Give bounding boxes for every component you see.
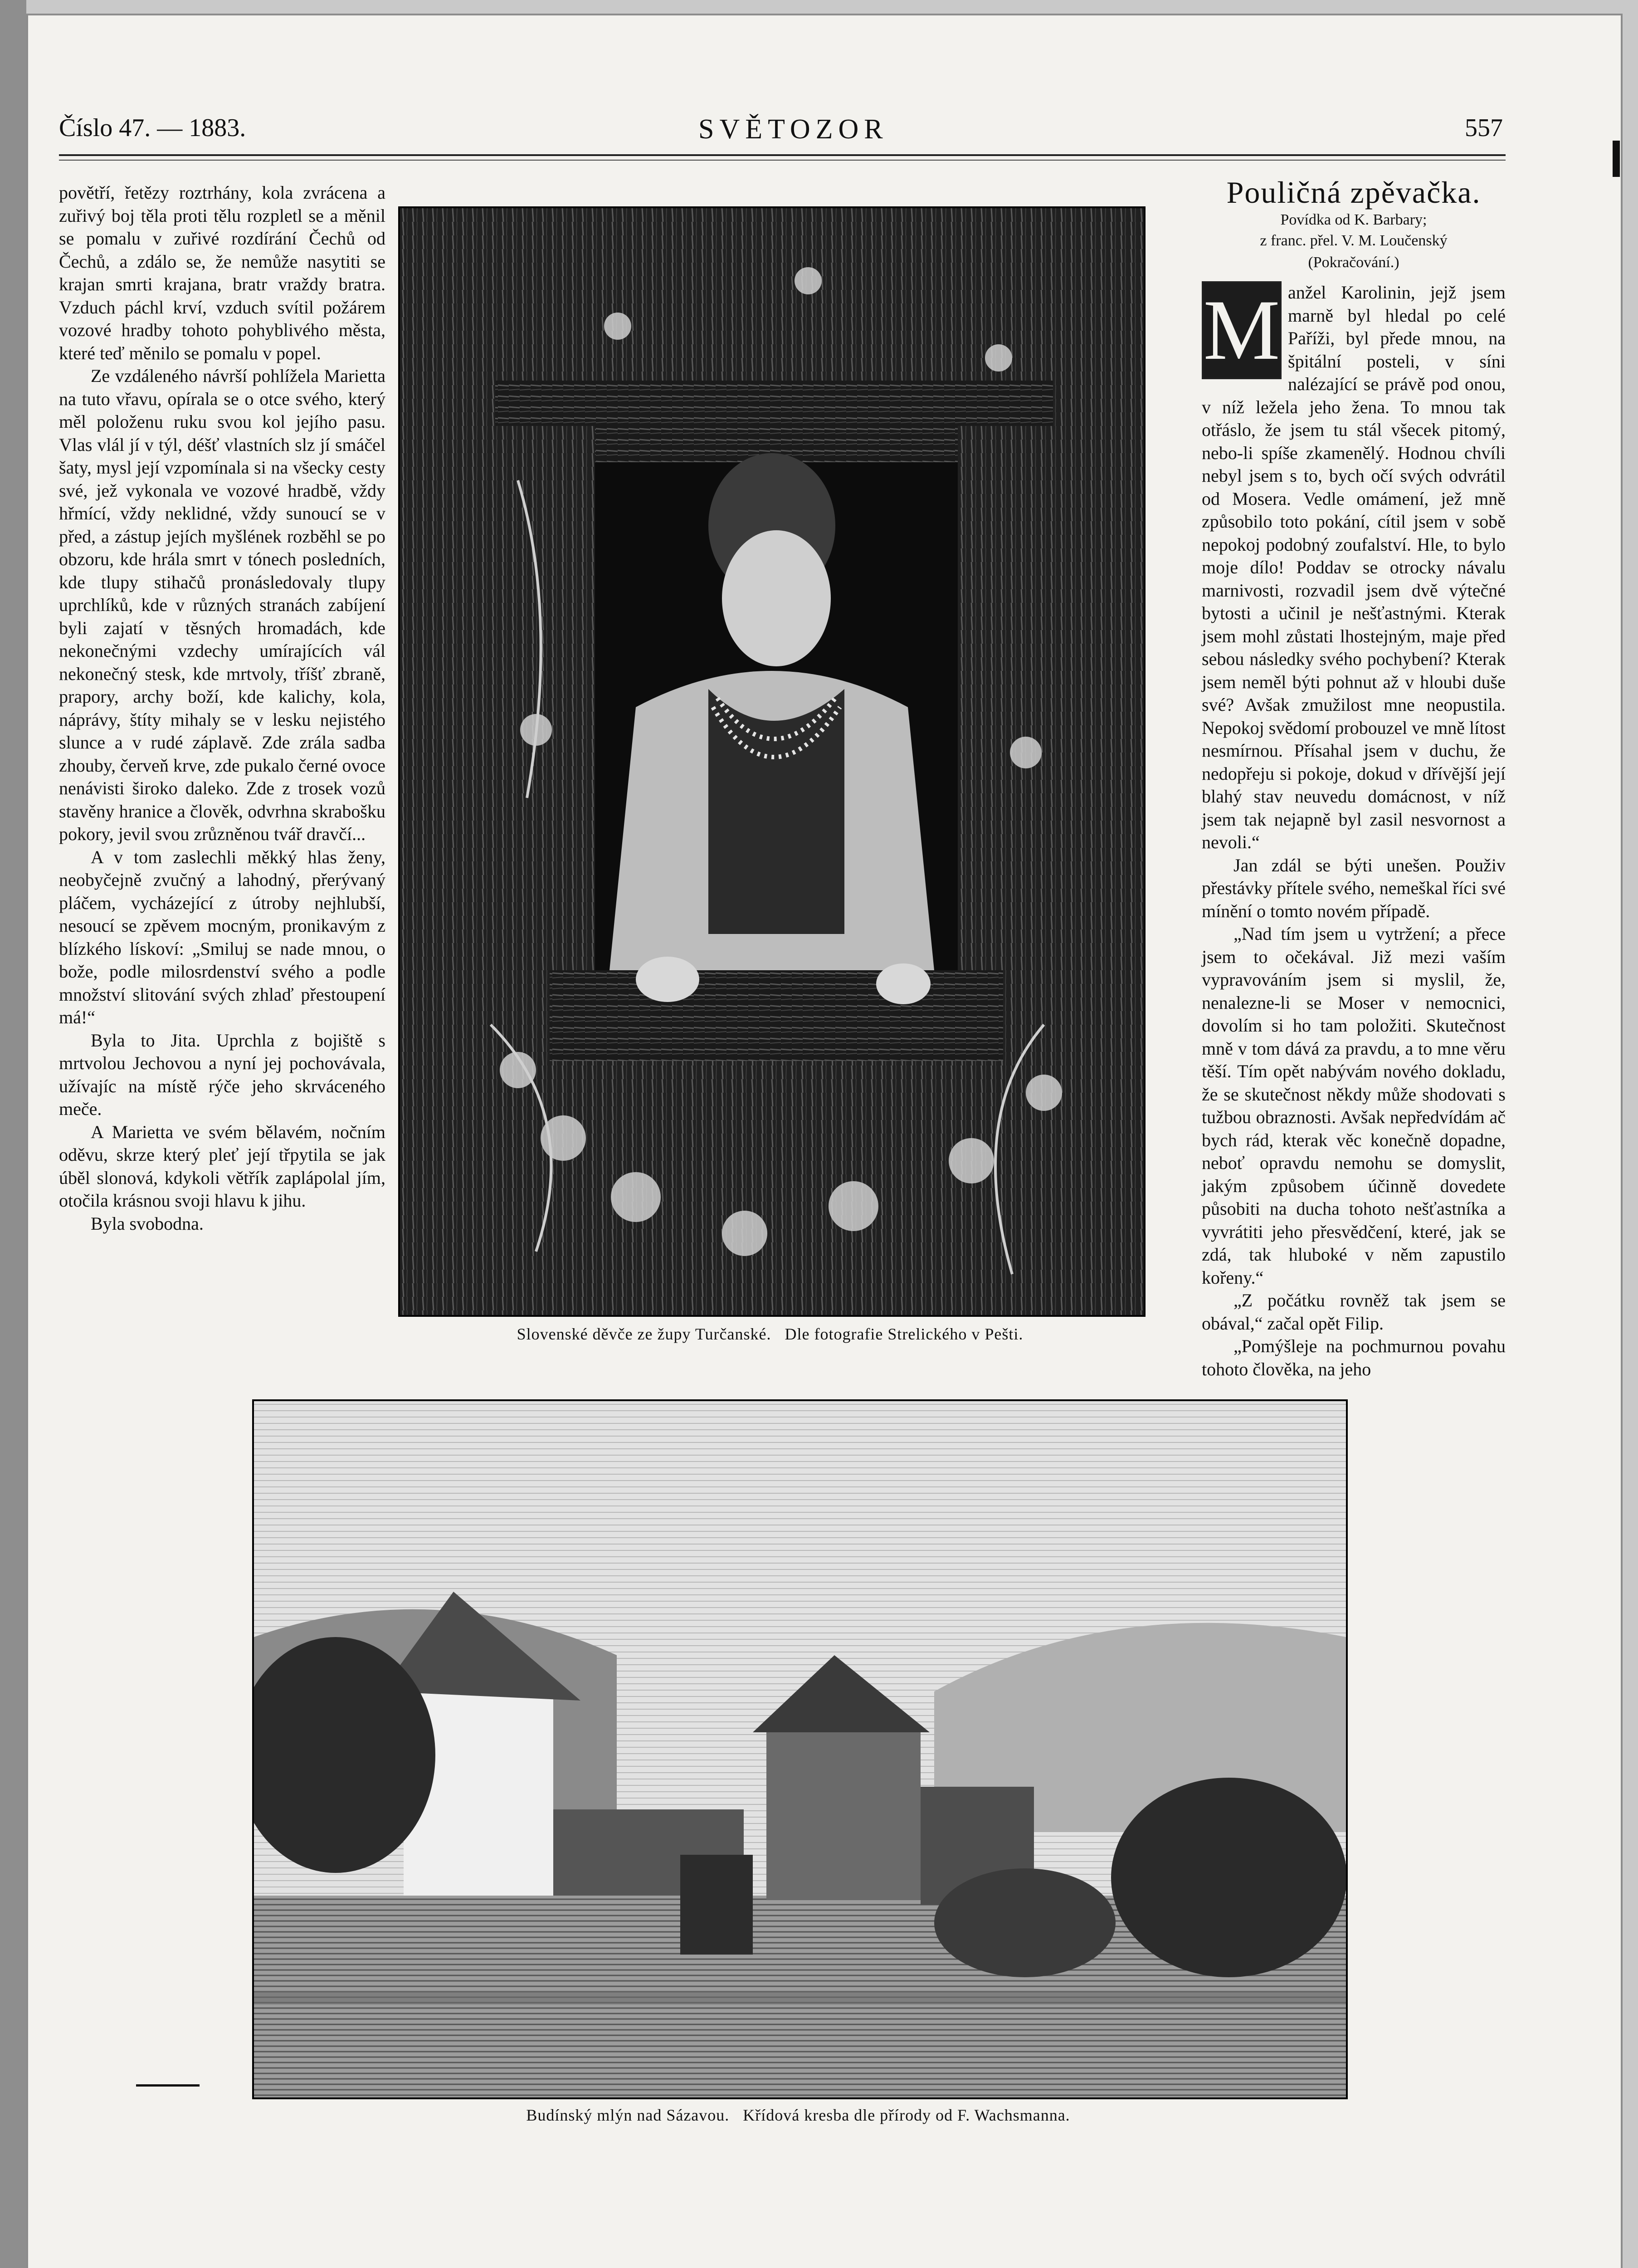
first-paragraph	[1202, 281, 1506, 854]
left-paragraph: Byla to Jita. Uprchla z bojiště s mrtvolou Jechovou a nyní jej pochovávala, užívajíc na místě rýče jeho skrváceného meče.	[59, 1030, 385, 1119]
article-byline	[1202, 210, 1506, 251]
first-paragraph-text: anžel Karolinin, jejž jsem marně byl hledal po celé Paříži, byl přede mnou, na špitální posteli, v síni nalézající se právě pod onou, v níž ležela jeho žena. To mnou tak otřáslo, že jsem tu stál všecek pitomý, nebo-li spíše zkamenělý. Hodnou chvíli nebyl jsem s to, bych očí svých odvrátil od Mosera. Vedle omámení, jež mně způsobilo toto pokání, cítil jsem v sobě nepokoj podobný zoufalství. Hle, to bylo moje dílo! Poddav se otrocky návalu marnivosti, rozvadil jsem dvě výtečné bytosti a učinil je nešťastnými. Kterak jsem mohl zůstati lhostejným, maje před sebou následky svého pochybení? Kterak jsem neměl býti pohnut až v hloubi duše své? Avšak zmužilost mne neopustila. Nepokoj svědomí probouzel ve mně lítost nesmírnou. Přísahal jsem v duchu, že nedopřeju si pokoje, dokud v dřívější její blahý stav neuvedu domácnost, v níž jsem tak nejapně byl zasil nesvornost a nevoli.“	[1202, 282, 1506, 852]
left-paragraph: A Marietta ve svém bělavém, nočním oděvu, skrze který pleť její třpytila se jak úběl slonová, kdykoli větřík zaplápolal jím, otočila krásnou svoji hlavu k jihu.	[59, 1121, 385, 1211]
engraving-mill	[252, 1399, 1348, 2099]
header-rule-thin	[59, 160, 1506, 161]
right-text-column	[1202, 281, 1506, 1381]
binding-mark	[1613, 141, 1620, 177]
right-paragraph: „Z počátku rovněž tak jsem se obával,“ začal opět Filip.	[1202, 1290, 1506, 1334]
mill-caption-title: Budínský mlýn nad Sázavou.	[526, 2106, 730, 2124]
left-paragraph: A v tom zaslechli měkký hlas ženy, neobyčejně zvučný a lahodný, přerývaný pláčem, vycházející z útroby nejhlubší, nesoucí se zpěvem mocným, pronikavým z blízkého lískoví: „Smiluj se nade mnou, o bože, podle milosrdenství svého a podle množství slitování svých zhlaď přestoupení má!“	[59, 846, 385, 1027]
right-paragraph: Jan zdál se býti unešen. Použiv přestávky přítele svého, nemeškal říci své mínění o tomto novém případě.	[1202, 855, 1506, 921]
right-paragraph: „Nad tím jsem u vytržení; a přece jsem to očekával. Již mezi vaším vypravováním jsem si myslil, že, nenalezne-li se Moser v nemocnici, dovolím si ho tam položiti. Skutečnost mně v tom dává za pravdu, a to mne věru těší. Tím opět nabývám nového dokladu, že se skutečnost někdy může shodovati s tužbou obraznosti. Avšak nepředvídám ač bych rád, kterak věc konečně dopadne, neboť opravdu nemohu se domyslit, jakým způsobem účinně dovedete působiti na ducha tohoto nešťastníka a vyvrátiti jeho přesvědčení, které, jak se zdá, tak hluboké v něm zapustilo kořeny.“	[1202, 924, 1506, 1288]
left-paragraph: Ze vzdáleného návrší pohlížela Marietta na tuto vřavu, opírala se o otce svého, který měl položenu ruku svou kol jejího pasu. Vlas vlál jí v týl, déšť vlastních slz jí smáčel šaty, mysl její vzpomínala si na všecky cesty své, jež vykonala ve vozové hradbě, vždy hřmící, vždy neklidné, vždy sunoucí se v před, a zástup jejích myšlének rozběhl se po obzoru, kde hrála smrt v tónech posledních, kde tlupy stihačů pronásledovaly tlupy uprchlíků, kde v různých stranách zabíjení byli zajatí v těsných hromadách, kde nekonečnými vzdechy umírajících vál nekonečný stesk, kde mrtvoly, tříšť zbraně, prapory, archy boží, kde kalichy, kola, náprávy, štíty mihaly se v lesku nejistého slunce a v rudé záplavě. Zde zrála sadba zhouby, červeň krve, zde pukalo černé ovoce nenávisti široko daleko. Zde z trosek vozů stavěny hranice a člověk, odvrhna skrabošku pokory, jevil svou zrůzněnou tvář dravčí...	[59, 366, 385, 844]
dropcap-letter: M	[1202, 281, 1282, 379]
mill-caption-credit: Křídová kresba dle přírody od F. Wachsmanna.	[743, 2106, 1070, 2124]
continuation-note: (Pokračování.)	[1308, 254, 1399, 271]
issue-number: Číslo 47. — 1883.	[59, 114, 246, 142]
engraving-slovak-girl	[398, 206, 1146, 1317]
end-of-story-rule	[136, 2084, 200, 2087]
girl-illustration	[400, 208, 1144, 1315]
article-title: Pouličná zpěvačka.	[1226, 175, 1481, 210]
left-paragraph: povětří, řetězy roztrhány, kola zvrácena a zuřivý boj těla proti tělu rozpletl se a měnil se pomalu v zuřivé rozdírání Čechů od Čechů, a zdálo se, že nemůže nasytiti se krajan smrti krajana, bratr vraždy bratra. Vzduch páchl krví, vzduch svítil požárem vozové hradby tohoto pohyblivého města, které teď měnilo se pomalu v popel.	[59, 182, 385, 363]
page-number: 557	[1465, 114, 1503, 142]
scan-left-margin	[0, 0, 26, 2268]
right-paragraph: „Pomýšleje na pochmurnou povahu tohoto člověka, na jeho	[1202, 1336, 1506, 1379]
girl-caption	[398, 1325, 1142, 1344]
left-text-column	[59, 181, 385, 1235]
byline-translator: z franc. přel. V. M. Loučenský	[1260, 232, 1448, 249]
mill-illustration	[254, 1401, 1346, 2097]
journal-title: SVĚTOZOR	[698, 114, 888, 145]
byline-author: Povídka od K. Barbary;	[1280, 211, 1427, 228]
girl-caption-credit: Dle fotografie Strelického v Pešti.	[785, 1325, 1024, 1343]
girl-caption-title: Slovenské děvče ze župy Turčanské.	[517, 1325, 771, 1343]
left-paragraph: Byla svobodna.	[91, 1213, 204, 1234]
mill-caption	[252, 2106, 1344, 2125]
header-rule	[59, 154, 1506, 156]
